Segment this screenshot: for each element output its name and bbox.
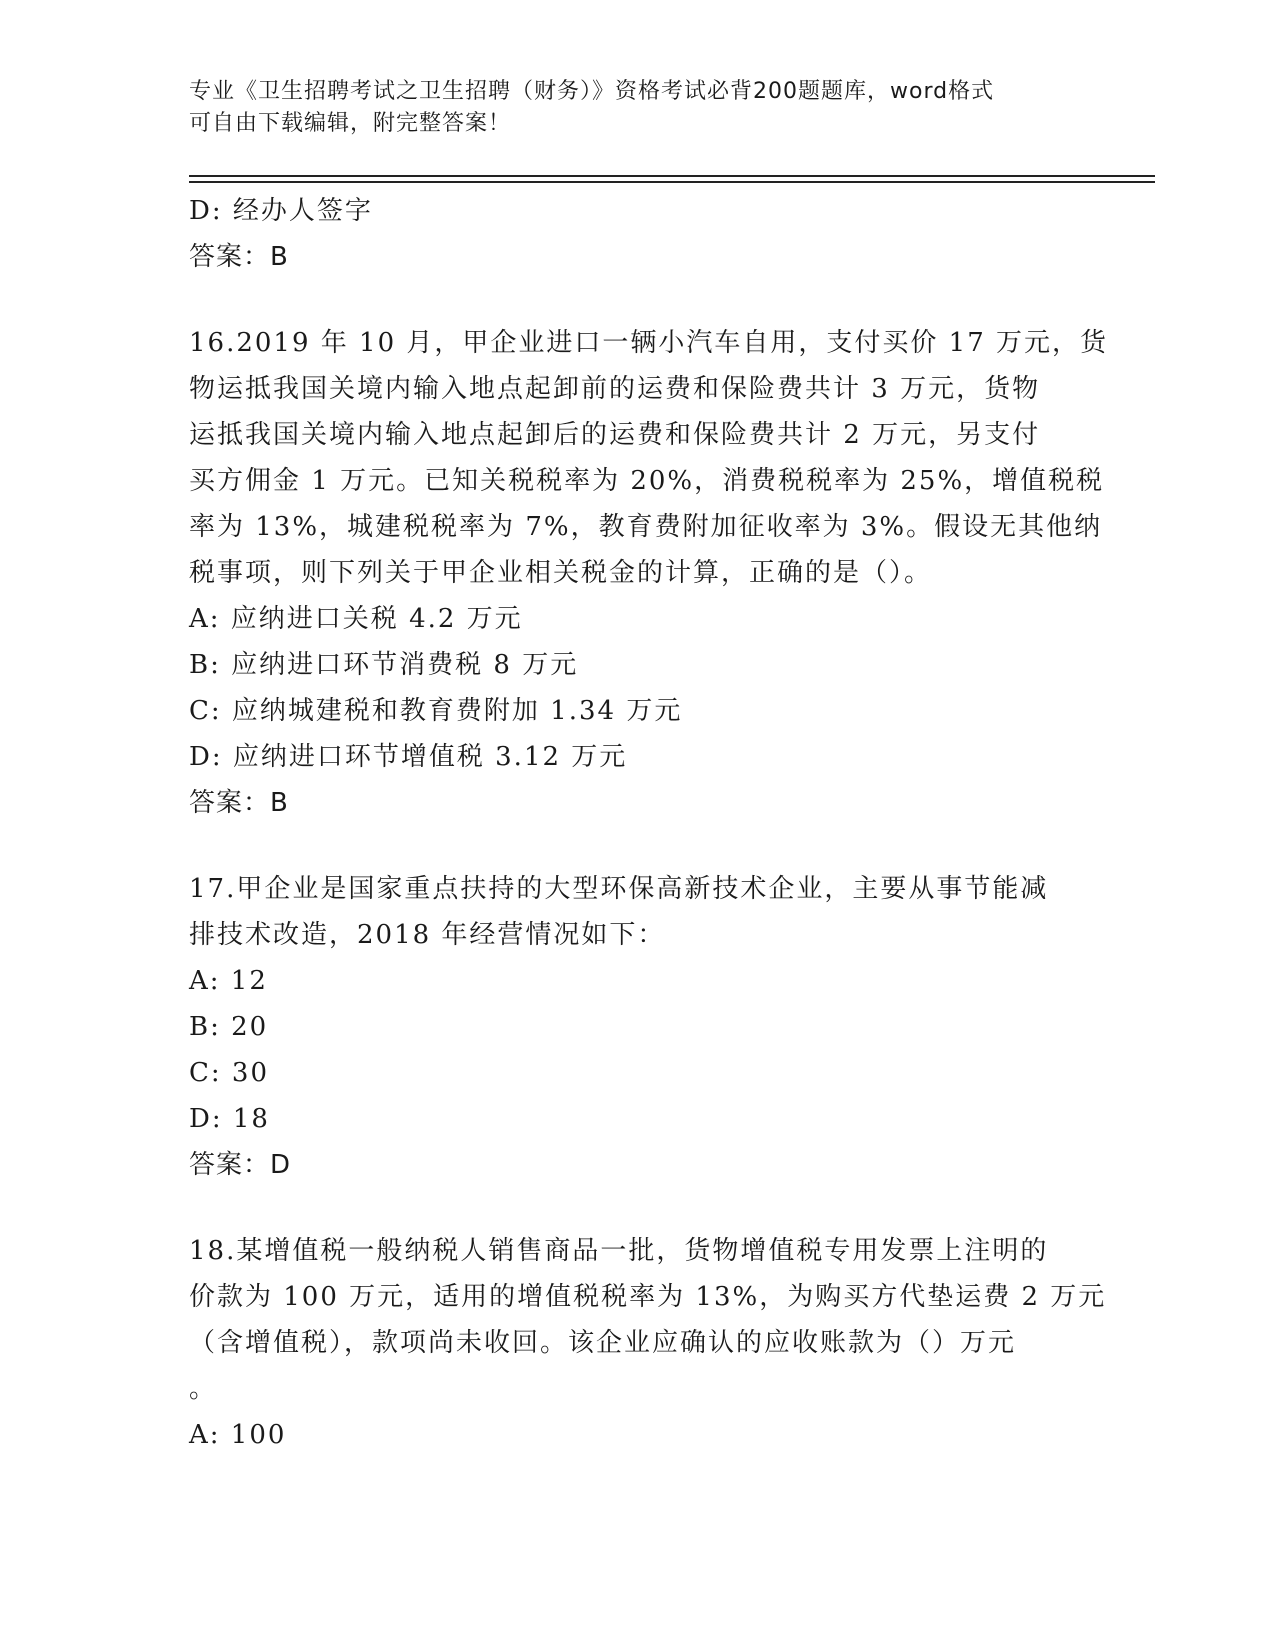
q17-option-b: B: 20 [189, 1012, 269, 1042]
q18-stem-line: 18.某增值税一般纳税人销售商品一批，货物增值税专用发票上注明的 [189, 1236, 1049, 1266]
q16-stem-line: 买方佣金 1 万元。已知关税税率为 20%，消费税税率为 25%，增值税税 [189, 466, 1105, 496]
header-divider-top [189, 175, 1155, 177]
q16-stem-line: 税事项，则下列关于甲企业相关税金的计算，正确的是（）。 [189, 558, 933, 588]
q16-stem-line: 物运抵我国关境内输入地点起卸前的运费和保险费共计 3 万元，货物 [189, 374, 1041, 404]
q17-stem-line: 排技术改造，2018 年经营情况如下： [189, 920, 666, 950]
q17-option-a: A: 12 [189, 966, 268, 996]
spacer [189, 280, 1089, 320]
spacer [189, 1188, 1089, 1228]
q18-stem-line: （含增值税），款项尚未收回。该企业应确认的应收账款为（）万元 [189, 1328, 1017, 1358]
question-content [189, 188, 1109, 1458]
header-title-line-2: 可自由下载编辑，附完整答案！ [189, 111, 512, 136]
q16-option-d: D: 应纳进口环节增值税 3.12 万元 [189, 742, 628, 772]
q17-answer: 答案：D [189, 1150, 292, 1180]
q17-stem-line: 17.甲企业是国家重点扶持的大型环保高新技术企业，主要从事节能减 [189, 874, 1049, 904]
q16-option-a: A: 应纳进口关税 4.2 万元 [189, 604, 523, 634]
question-17 [189, 866, 1089, 1188]
q15-option-d: D: 经办人签字 [189, 196, 373, 226]
spacer [189, 826, 1089, 866]
q16-option-b: B: 应纳进口环节消费税 8 万元 [189, 650, 579, 680]
q15-answer: 答案：B [189, 242, 289, 272]
q17-option-c: C: 30 [189, 1058, 270, 1088]
header-title-line-1: 专业《卫生招聘考试之卫生招聘（财务）》资格考试必背200题题库，word格式 [189, 79, 995, 104]
q18-option-a: A: 100 [189, 1420, 287, 1450]
q17-option-d: D: 18 [189, 1104, 270, 1134]
q16-option-c: C: 应纳城建税和教育费附加 1.34 万元 [189, 696, 683, 726]
question-18 [189, 1228, 1107, 1458]
q16-stem-line: 16.2019 年 10 月，甲企业进口一辆小汽车自用，支付买价 17 万元，货 [189, 328, 1109, 358]
question-16 [189, 320, 1109, 826]
q16-stem-line: 运抵我国关境内输入地点起卸后的运费和保险费共计 2 万元，另支付 [189, 420, 1041, 450]
document-header [189, 76, 1089, 140]
q18-stem-line: 价款为 100 万元，适用的增值税税率为 13%，为购买方代垫运费 2 万元 [189, 1282, 1107, 1312]
q16-answer: 答案：B [189, 788, 289, 818]
q16-stem-line: 率为 13%，城建税税率为 7%，教育费附加征收率为 3%。假设无其他纳 [189, 512, 1103, 542]
q18-stem-line: 。 [189, 1374, 218, 1404]
header-divider-bottom [189, 181, 1155, 183]
